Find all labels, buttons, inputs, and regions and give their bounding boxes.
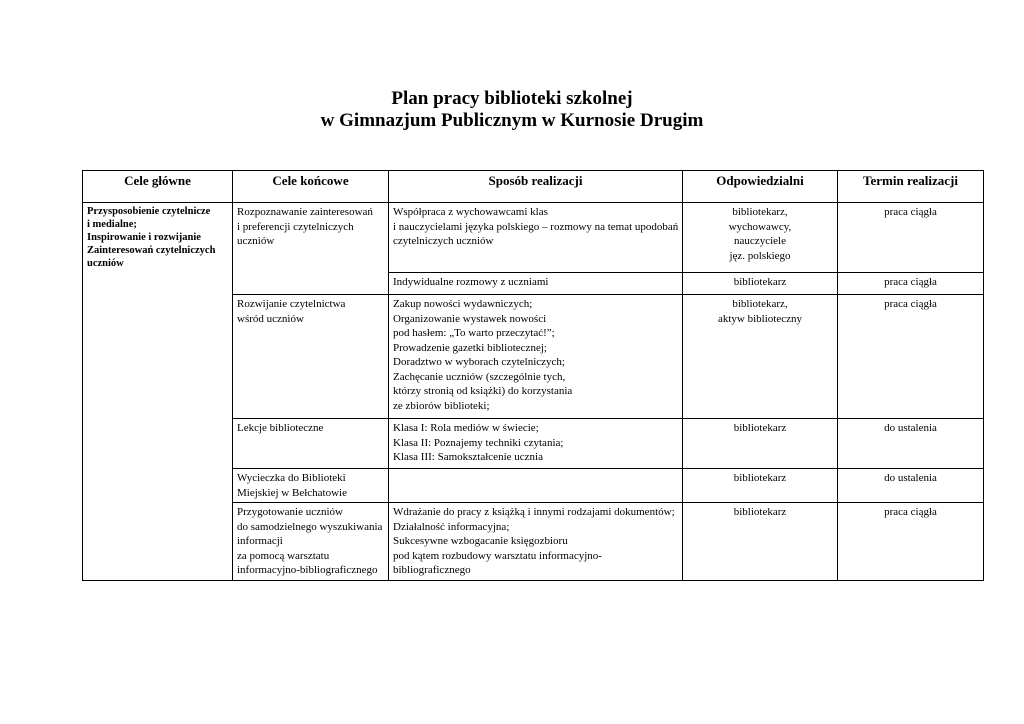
method-cell [389, 419, 683, 469]
final-goal-line: Wycieczka do Biblioteki [237, 472, 346, 484]
method-cell [389, 295, 683, 419]
header-cele-koncowe: Cele końcowe [233, 171, 389, 203]
method-line: Doradztwo w wyborach czytelniczych; [393, 356, 565, 368]
method-line: bibliograficznego [393, 564, 471, 576]
main-goal-line: uczniów [87, 258, 124, 269]
final-goal-line: Rozwijanie czytelnictwa [237, 298, 346, 310]
responsible-line: bibliotekarz [733, 506, 787, 518]
header-termin-realizacji: Termin realizacji [838, 171, 984, 203]
method-cell [389, 469, 683, 503]
final-goal-cell [233, 295, 389, 419]
responsible-cell [683, 503, 838, 581]
header-sposob-realizacji: Sposób realizacji [389, 171, 683, 203]
responsible-cell [683, 419, 838, 469]
responsible-line: bibliotekarz [733, 276, 787, 288]
method-line: Indywidualne rozmowy z uczniami [393, 276, 549, 288]
responsible-line: aktyw biblioteczny [717, 312, 802, 325]
final-goal-line: Rozpoznawanie zainteresowań [237, 206, 373, 218]
method-line: Wdrażanie do pracy z książką i innymi rodzajami dokumentów; [393, 506, 675, 518]
plan-table [82, 170, 984, 581]
method-line: Klasa III: Samokształcenie ucznia [393, 451, 543, 463]
final-goal-line: Przygotowanie uczniów [237, 506, 343, 518]
method-line: ze zbiorów biblioteki; [393, 399, 490, 412]
deadline-cell: do ustalenia [838, 419, 984, 469]
deadline-cell: praca ciągła [838, 203, 984, 273]
responsible-line: jęz. polskiego [729, 249, 791, 262]
title-line-2: w Gimnazjum Publicznym w Kurnosie Drugim [320, 110, 704, 131]
final-goal-line: uczniów [237, 235, 275, 247]
deadline-cell: praca ciągła [838, 295, 984, 419]
title-line-1: Plan pracy biblioteki szkolnej [391, 88, 633, 109]
final-goal-cell [233, 469, 389, 503]
main-goal-line: Przysposobienie czytelnicze [87, 206, 211, 217]
header-odpowiedzialni: Odpowiedzialni [683, 171, 838, 203]
main-goal-cell [83, 203, 233, 581]
document-title [0, 88, 1024, 132]
responsible-line: nauczyciele [734, 235, 786, 247]
method-line: Współpraca z wychowawcami klas [393, 206, 548, 218]
final-goal-cell [233, 203, 389, 295]
method-line: pod kątem rozbudowy warsztatu informacyjno- [393, 549, 602, 562]
table-row [83, 203, 984, 273]
deadline-cell: praca ciągła [838, 273, 984, 295]
responsible-cell [683, 273, 838, 295]
method-line: Klasa I: Rola mediów w świecie; [393, 422, 539, 434]
header-cele-glowne: Cele główne [83, 171, 233, 203]
method-cell [389, 273, 683, 295]
responsible-line: bibliotekarz [733, 472, 787, 484]
final-goal-line: Miejskiej w Bełchatowie [237, 486, 347, 499]
final-goal-line: i preferencji czytelniczych [237, 220, 354, 233]
responsible-line: wychowawcy, [728, 220, 792, 233]
responsible-cell [683, 469, 838, 503]
method-line: którzy stronią od książki) do korzystania [393, 385, 573, 397]
responsible-cell [683, 203, 838, 273]
final-goal-line: wśród uczniów [237, 312, 304, 325]
method-line: Organizowanie wystawek nowości [393, 312, 547, 325]
method-cell [389, 503, 683, 581]
method-line: Prowadzenie gazetki bibliotecznej; [393, 341, 547, 354]
responsible-line: bibliotekarz, [732, 298, 788, 310]
deadline-cell: do ustalenia [838, 469, 984, 503]
final-goal-cell [233, 503, 389, 581]
method-line: Zakup nowości wydawniczych; [393, 298, 533, 310]
final-goal-cell [233, 419, 389, 469]
method-line: Sukcesywne wzbogacanie księgozbioru [393, 535, 568, 547]
responsible-line: bibliotekarz, [732, 206, 788, 218]
final-goal-line: za pomocą warsztatu [237, 549, 330, 562]
method-line: i nauczycielami języka polskiego – rozmowy na temat upodobań [393, 220, 679, 233]
main-goal-line: i medialne; [87, 219, 137, 230]
method-cell [389, 203, 683, 273]
method-line: pod hasłem: „To warto przeczytać!”; [393, 327, 555, 339]
main-goal-line: Zainteresowań czytelniczych [87, 245, 216, 256]
method-line: Działalność informacyjna; [393, 520, 510, 533]
method-line: Zachęcanie uczniów (szczególnie tych, [393, 370, 566, 383]
final-goal-line: do samodzielnego wyszukiwania [237, 520, 383, 533]
final-goal-line: informacji [237, 535, 283, 547]
header-row [83, 171, 984, 203]
final-goal-line: Lekcje biblioteczne [237, 422, 324, 434]
final-goal-line: informacyjno-bibliograficznego [237, 564, 378, 576]
responsible-line: bibliotekarz [733, 422, 787, 434]
deadline-cell: praca ciągła [838, 503, 984, 581]
method-line: Klasa II: Poznajemy techniki czytania; [393, 436, 564, 449]
main-goal-line: Inspirowanie i rozwijanie [87, 232, 201, 243]
responsible-cell [683, 295, 838, 419]
method-line: czytelniczych uczniów [393, 235, 494, 247]
